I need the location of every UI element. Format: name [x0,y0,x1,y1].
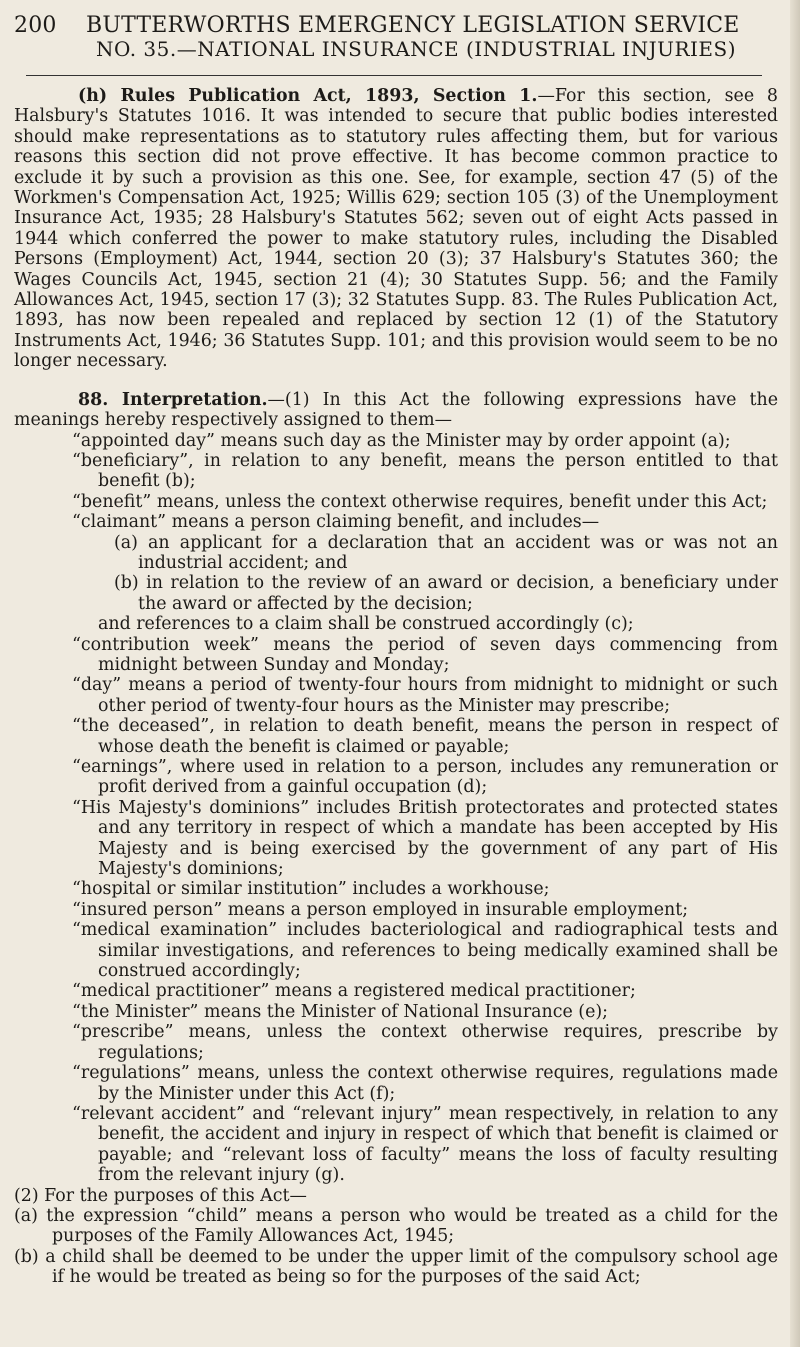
definition-the-deceased: “the deceased”, in relation to death benefit, means the person in respect of whose death the benefit is claimed or payable; [72,716,778,757]
definition-appointed-day: “appointed day” means such day as the Minister may by order appoint (a); [72,430,731,451]
subsection-2-intro: (2) For the purposes of this Act— [14,1185,307,1206]
claimant-sub-a: (a) an applicant for a declaration that an accident was or was not an industrial accident; and [114,532,778,573]
definition-his-majestys-dominions: “His Majesty's dominions” includes British protectorates and protected states and any territory in respect of which a mandate has been accepted by His Majesty and is being exercised by the government of any part of His Majesty's dominions; [72,797,778,880]
definition-beneficiary: “beneficiary”, in relation to any benefit, means the person entitled to that benefit (b); [72,450,778,492]
claimant-sub-b: (b) in relation to the review of an award or decision, a beneficiary under the award or affected by the decision; [114,573,778,614]
note-h-text: —For this section, see 8 Halsbury's Statutes 1016. It was intended to secure that public bodies interested should make representations as to statutory rules affecting them, but for various reasons this section did not prove effective. It has become common practice to exclude it by such a provision as this one. See, for example, section 47 (5) of the Workmen's Compensation Act, 1925; Willis 629; section 105 (3) of the Unemployment Insurance Act, 1935; 28 Halsbury's Statutes 562; seven out of eight Acts passed in 1944 which conferred the power to make statutory rules, including the Disabled Persons (Employment) Act, 1944, section 20 (3); 37 Halsbury's Statutes 360; the Wages Councils Act, 1945, section 21 (4); 30 Statutes Supp. 56; and the Family Allowances Act, 1945, section 17 (3); 32 Statutes Supp. 83. The Rules Publication Act, 1893, has now been repealed and replaced by section 12 (1) of the Statutory Instruments Act, 1946; 36 Statutes Supp. 101; and this provision would seem to be no longer necessary. [14,86,778,372]
note-h-label: (h) Rules Publication Act, 1893, Section 1. [78,86,538,106]
page-header [14,14,778,38]
header-rule [26,75,762,76]
note-h [14,86,778,372]
section-88-intro: —(1) In this Act the following expressions have the meanings hereby respectively assigned to them— [14,389,778,431]
running-title: BUTTERWORTHS EMERGENCY LEGISLATION SERVICE [86,13,740,38]
definition-medical-practitioner: “medical practitioner” means a registered medical practitioner; [72,981,636,1002]
definition-contribution-week: “contribution week” means the period of seven days commencing from midnight between Sunday and Monday; [72,634,778,675]
subsection-2-item-b: (b) a child shall be deemed to be under the upper limit of the compulsory school age if he would be treated as being so for the purposes of the said Act; [14,1246,778,1288]
definition-the-minister: “the Minister” means the Minister of National Insurance (e); [72,1001,609,1022]
definition-earnings: “earnings”, where used in relation to a person, includes any remuneration or profit derived from a gainful occupation (d); [72,757,778,798]
definition-hospital: “hospital or similar institution” includes a workhouse; [72,879,550,900]
definition-medical-examination: “medical examination” includes bacteriological and radiographical tests and similar investigations, and references to being medically examined shall be construed accordingly; [72,920,778,982]
section-88-heading: 88. Interpretation. [78,389,268,410]
definition-benefit: “benefit” means, unless the context otherwise requires, benefit under this Act; [72,491,768,512]
definition-claimant: “claimant” means a person claiming benefit, and includes— [72,512,600,533]
page-edge-shadow [790,0,800,1347]
definition-relevant-accident: “relevant accident” and “relevant injury” mean respectively, in relation to any benefit, the accident and injury in respect of which that benefit is claimed or payable; and “relevant loss of faculty” means the loss of faculty resulting from the relevant injury (g). [72,1103,778,1186]
chapter-subtitle: NO. 35.—NATIONAL INSURANCE (INDUSTRIAL INJURIES) [95,37,737,61]
definition-insured-person: “insured person” means a person employed in insurable employment; [72,899,689,920]
section-88 [14,390,778,431]
definition-day: “day” means a period of twenty-four hours from midnight to midnight or such other period of twenty-four hours as the Minister may prescribe; [72,675,778,716]
definition-regulations: “regulations” means, unless the context otherwise requires, regulations made by the Minister under this Act (f); [72,1063,778,1104]
page-number: 200 [14,13,57,38]
subsection-2-item-a: (a) the expression “child” means a person who would be treated as a child for the purposes of the Family Allowances Act, 1945; [14,1205,778,1247]
claimant-tail: and references to a claim shall be construed accordingly (c); [98,614,634,635]
definition-prescribe: “prescribe” means, unless the context otherwise requires, prescribe by regulations; [72,1022,778,1063]
